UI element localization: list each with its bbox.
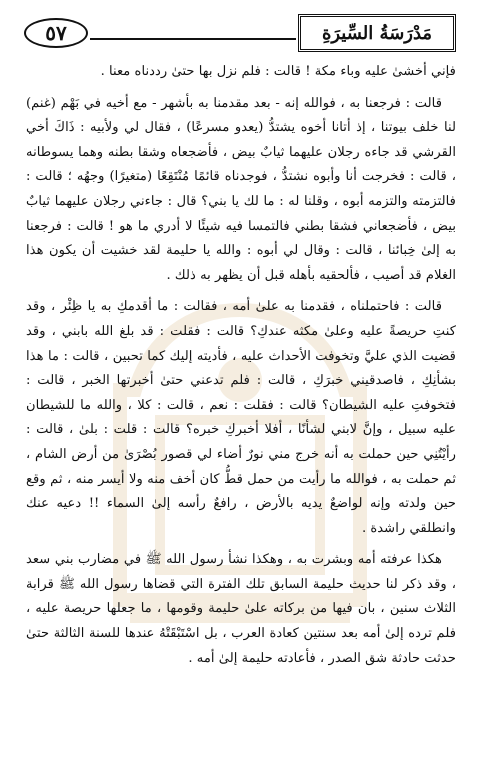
header-rule — [90, 38, 296, 40]
paragraph-2: قالت : فرجعنا به ، فوالله إنه - بعد مقدمنا به بأشهر - مع أخيه في بَهْم (غنم) لنا خلف بيوتنا ، إذ أتانا أخوه يشتدُّ (يعدو مسرعًا) ، فقال لي ولأبيه : ذَاكَ أخي القرشي قد جاءه رجلان عليهما ثيابٌ بيض ، فأضجعاه وشقا بطنه وهما يسوطانه ، قالت : فخرجت أنا وأبوه نشتدُّ ، فوجدناه قائمًا مُنْتَقِعًا (متغيرًا) وجهُه ؛ قالت : فالتزمته والتزمه أبوه ، وقلنا له : ما لك يا بني؟ قال : جاءني رجلان عليهما ثيابٌ بيض ، فأضجعاني فشقا بطني فالتمسا فيه شيئًا لا أدري ما هو ! قالت : فرجعنا به إلىٰ خِبائنا ، قالت : وقال لي أبوه : والله يا حليمة لقد خشيت أن يكون هذا الغلام قد أصيب ، فألحقيه بأهله قبل أن يظهر به ذلك . — [26, 95, 456, 283]
page-body — [26, 60, 456, 678]
page-header — [24, 14, 456, 52]
book-title: مَدْرَسَةُ السِّيرَةِ — [298, 14, 456, 52]
paragraph-4: هكذا عرفته أمه وبشرت به ، وهكذا نشأ رسول الله ﷺ في مضارب بني سعد ، وقد ذكر لنا حديث حليمة السابق تلك الفترة التي قضاها رسول الله ﷺ قرابة الثلاث سنين ، بان فيها من بركاته علىٰ حليمة وقومها ، ما جعلها حريصة عليه ، فلم ترده إلىٰ أمه بعد سنتين كعادة العرب ، بل اسْتَبْقَتْهُ عندها للسنة الثالثة حتىٰ حدثت حادثة شق الصدر ، فأعادته حليمة إلىٰ أمه . — [26, 552, 456, 666]
paragraph-3: قالت : فاحتملناه ، فقدمنا به علىٰ أمه ، فقالت : ما أقدمكِ به يا ظِئْر ، وقد كنتِ حريصةً عليه وعلىٰ مكثه عندكِ؟ قالت : فقلت : قد بلغ الله بابني ، وقد قضيت الذي عليَّ وتخوفت الأحداث عليه ، فأديته إليك كما تحبين ، قالت : ما هذا بشأنِكِ ، فاصدقيني خبرَكِ ، قالت : فلم تدعني حتىٰ أخبرتها الخبر ، قالت : فتخوفتِ عليه الشيطان؟ قالت : فقلت : نعم ، قالت : كلا ، والله ما للشيطان عليه سبيل ، وإنَّ لابني لشأنًا ، أفلا أخبركِ خبره؟ قالت : قلت : بلىٰ ، قالت : رأيْتُنِي حين حملت به أنه خرج مني نورٌ أضاء لي قصور بُصْرَىٰ من أرض الشام ، ثم حملت به ، فوالله ما رأيت من حمل قطُّ كان أخف منه ولا أيسر منه ، ثم وقع حين ولدته وإنه لواضعٌ يديه بالأرض ، رافعٌ رأسه إلىٰ السماء !! دعيه عنك وانطلقي راشدة . — [26, 299, 456, 536]
page-number: ٥٧ — [24, 18, 88, 48]
paragraph-1: فإني أخشىٰ عليه وباء مكة ! قالت : فلم نزل بها حتىٰ رددناه معنا . — [100, 64, 456, 79]
